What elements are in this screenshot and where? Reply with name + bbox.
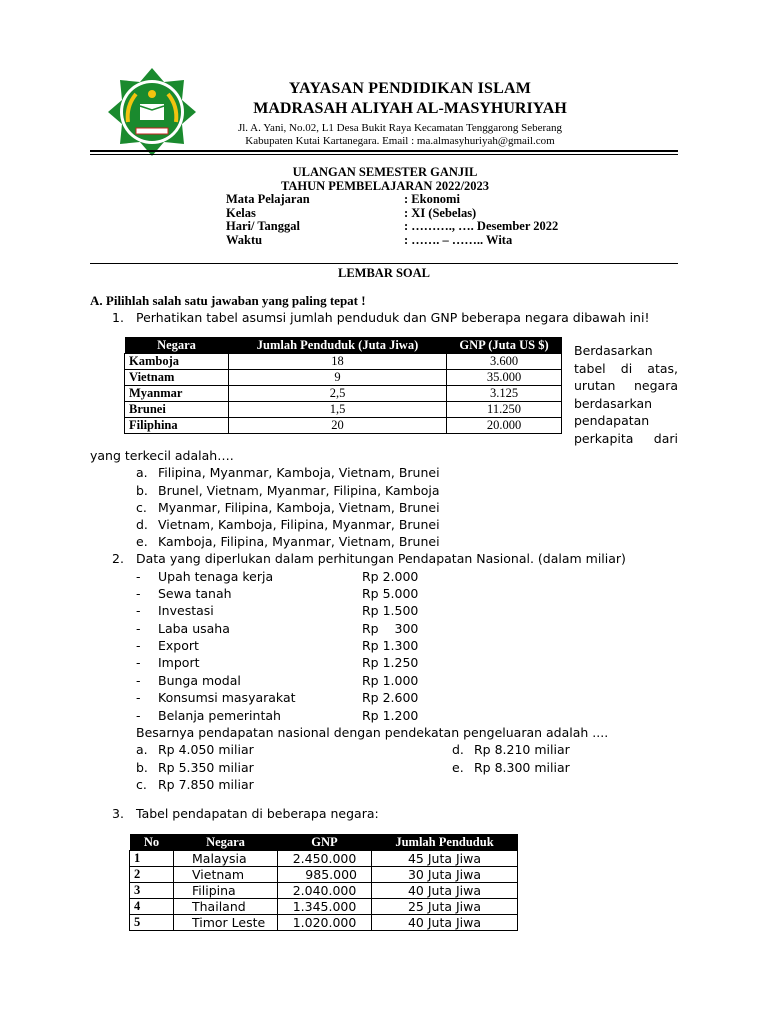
option-key: a. <box>136 465 148 480</box>
item-amount: Rp 5.000 <box>362 586 419 601</box>
item-dash: - <box>136 638 141 653</box>
item-amount: Rp 1.300 <box>362 638 419 653</box>
item-amount: Rp 300 <box>362 621 419 636</box>
option-text: Rp 5.350 miliar <box>158 760 254 775</box>
item-dash: - <box>136 690 141 705</box>
table-cell: Vietnam <box>125 370 229 386</box>
table-cell: Vietnam <box>174 867 278 883</box>
table-cell: 2.450.000 <box>278 851 372 867</box>
option-key: d. <box>452 742 464 757</box>
table-cell: 9 <box>229 370 447 386</box>
item-dash: - <box>136 603 141 618</box>
q3-table <box>129 834 518 931</box>
address-line-2: Kabupaten Kutai Kartanegara. Email : ma.almasyhuriyah@gmail.com <box>245 135 555 147</box>
side-text-line: pendapatan <box>574 413 650 429</box>
table-row <box>130 915 518 931</box>
option-key: c. <box>136 777 147 792</box>
table-cell: 2 <box>130 867 174 883</box>
table-row <box>125 418 562 434</box>
foundation-name: YAYASAN PENDIDIKAN ISLAM <box>288 80 532 97</box>
info-value: : ……. – …….. Wita <box>404 233 513 247</box>
table-cell: Kamboja <box>125 354 229 370</box>
table-row <box>130 851 518 867</box>
option-text: Rp 8.210 miliar <box>474 742 570 757</box>
item-name: Sewa tanah <box>158 586 232 601</box>
q2-text: Data yang diperlukan dalam perhitungan Pendapatan Nasional. (dalam miliar) <box>136 551 626 566</box>
table-cell: 25 Juta Jiwa <box>372 899 518 915</box>
table-cell: 1.345.000 <box>278 899 372 915</box>
table-cell: Thailand <box>174 899 278 915</box>
side-text-line: tabel di atas, <box>574 360 678 376</box>
table-cell: 5 <box>130 915 174 931</box>
table-header-cell: GNP <box>278 834 372 851</box>
q3-text: Tabel pendapatan di beberapa negara: <box>136 806 379 821</box>
item-amount: Rp 2.600 <box>362 690 419 705</box>
table-cell: Myanmar <box>125 386 229 402</box>
table-cell: Malaysia <box>174 851 278 867</box>
q1-number: 1. <box>112 310 124 325</box>
info-label: Hari/ Tanggal <box>226 219 300 233</box>
item-dash: - <box>136 621 141 636</box>
table-cell: 20 <box>229 418 447 434</box>
option-text: Rp 4.050 miliar <box>158 742 254 757</box>
table-cell: Filipina <box>174 883 278 899</box>
option-key: e. <box>136 534 148 549</box>
q1-side-text <box>574 342 678 448</box>
exam-year: TAHUN PEMBELAJARAN 2022/2023 <box>280 179 490 193</box>
option-text: Myanmar, Filipina, Kamboja, Vietnam, Brunei <box>158 500 440 515</box>
table-cell: 1 <box>130 851 174 867</box>
option-key: d. <box>136 517 148 532</box>
section-rule <box>90 263 678 264</box>
info-value: : Ekonomi <box>404 192 460 206</box>
table-cell: 985.000 <box>278 867 372 883</box>
item-amount: Rp 2.000 <box>362 569 419 584</box>
option-text: Rp 7.850 miliar <box>158 777 254 792</box>
table-cell: 3.125 <box>447 386 562 402</box>
table-cell: Filiphina <box>125 418 229 434</box>
header-rule-thick <box>90 150 678 152</box>
info-label: Mata Pelajaran <box>226 192 310 206</box>
option-text: Rp 8.300 miliar <box>474 760 570 775</box>
option-key: c. <box>136 500 147 515</box>
option-text: Filipina, Myanmar, Kamboja, Vietnam, Brunei <box>158 465 440 480</box>
item-dash: - <box>136 586 141 601</box>
info-value: : ………., …. Desember 2022 <box>404 219 559 233</box>
table-cell: 4 <box>130 899 174 915</box>
section-a-instruction: A. Pilihlah salah satu jawaban yang paling tepat ! <box>90 293 366 308</box>
side-text-line: berdasarkan <box>574 395 653 411</box>
q1-continuation: yang terkecil adalah…. <box>90 448 234 463</box>
item-dash: - <box>136 655 141 670</box>
item-name: Export <box>158 638 199 653</box>
item-name: Laba usaha <box>158 621 230 636</box>
item-name: Belanja pemerintah <box>158 708 281 723</box>
table-row <box>130 899 518 915</box>
table-cell: 1,5 <box>229 402 447 418</box>
option-key: e. <box>452 760 464 775</box>
item-amount: Rp 1.250 <box>362 655 419 670</box>
table-row <box>125 354 562 370</box>
table-cell: 2.040.000 <box>278 883 372 899</box>
item-amount: Rp 1.500 <box>362 603 419 618</box>
item-name: Import <box>158 655 200 670</box>
item-name: Investasi <box>158 603 214 618</box>
item-name: Bunga modal <box>158 673 241 688</box>
school-name: MADRASAH ALIYAH AL-MASYHURIYAH <box>253 100 567 117</box>
side-text-line: perkapita dari <box>574 430 678 446</box>
header-rule-thin <box>90 154 678 155</box>
table-cell: 40 Juta Jiwa <box>372 915 518 931</box>
q1-table <box>124 337 562 434</box>
table-header-cell: GNP (Juta US $) <box>447 337 562 354</box>
q2-question: Besarnya pendapatan nasional dengan pendekatan pengeluaran adalah .... <box>136 725 609 740</box>
info-label: Waktu <box>226 233 263 247</box>
side-text-line: urutan negara <box>574 378 678 394</box>
info-value: : XI (Sebelas) <box>404 206 477 220</box>
table-row <box>130 883 518 899</box>
table-header-cell: No <box>130 834 174 851</box>
item-name: Upah tenaga kerja <box>158 569 274 584</box>
table-header-row <box>125 337 562 354</box>
table-cell: 18 <box>229 354 447 370</box>
q1-text: Perhatikan tabel asumsi jumlah penduduk dan GNP beberapa negara dibawah ini! <box>136 310 650 325</box>
table-cell: 1.020.000 <box>278 915 372 931</box>
option-text: Vietnam, Kamboja, Filipina, Myanmar, Brunei <box>158 517 440 532</box>
table-cell: 45 Juta Jiwa <box>372 851 518 867</box>
table-cell: 11.250 <box>447 402 562 418</box>
q2-number: 2. <box>112 551 124 566</box>
table-header-cell: Jumlah Penduduk (Juta Jiwa) <box>229 337 447 354</box>
q3-number: 3. <box>112 806 124 821</box>
item-name: Konsumsi masyarakat <box>158 690 296 705</box>
table-header-cell: Jumlah Penduduk <box>372 834 518 851</box>
exam-title: ULANGAN SEMESTER GANJIL <box>292 165 478 179</box>
table-cell: Timor Leste <box>174 915 278 931</box>
item-dash: - <box>136 569 141 584</box>
item-dash: - <box>136 708 141 723</box>
table-cell: 2,5 <box>229 386 447 402</box>
table-cell: 3.600 <box>447 354 562 370</box>
item-dash: - <box>136 673 141 688</box>
item-amount: Rp 1.200 <box>362 708 419 723</box>
option-key: b. <box>136 760 148 775</box>
option-text: Brunel, Vietnam, Myanmar, Filipina, Kamboja <box>158 483 440 498</box>
table-row <box>125 386 562 402</box>
table-cell: 30 Juta Jiwa <box>372 867 518 883</box>
table-row <box>125 370 562 386</box>
table-cell: Brunei <box>125 402 229 418</box>
info-label: Kelas <box>226 206 256 220</box>
option-key: a. <box>136 742 148 757</box>
option-key: b. <box>136 483 148 498</box>
table-row <box>125 402 562 418</box>
sheet-title: LEMBAR SOAL <box>337 266 431 280</box>
table-cell: 35.000 <box>447 370 562 386</box>
table-row <box>130 867 518 883</box>
table-cell: 20.000 <box>447 418 562 434</box>
table-header-row <box>130 834 518 851</box>
table-cell: 3 <box>130 883 174 899</box>
table-header-cell: Negara <box>125 337 229 354</box>
item-amount: Rp 1.000 <box>362 673 419 688</box>
option-text: Kamboja, Filipina, Myanmar, Vietnam, Brunei <box>158 534 440 549</box>
table-header-cell: Negara <box>174 834 278 851</box>
side-text-line: Berdasarkan <box>574 343 653 358</box>
school-logo <box>106 66 198 158</box>
table-cell: 40 Juta Jiwa <box>372 883 518 899</box>
address-line-1: Jl. A. Yani, No.02, L1 Desa Bukit Raya Kecamatan Tenggarong Seberang <box>237 122 563 134</box>
